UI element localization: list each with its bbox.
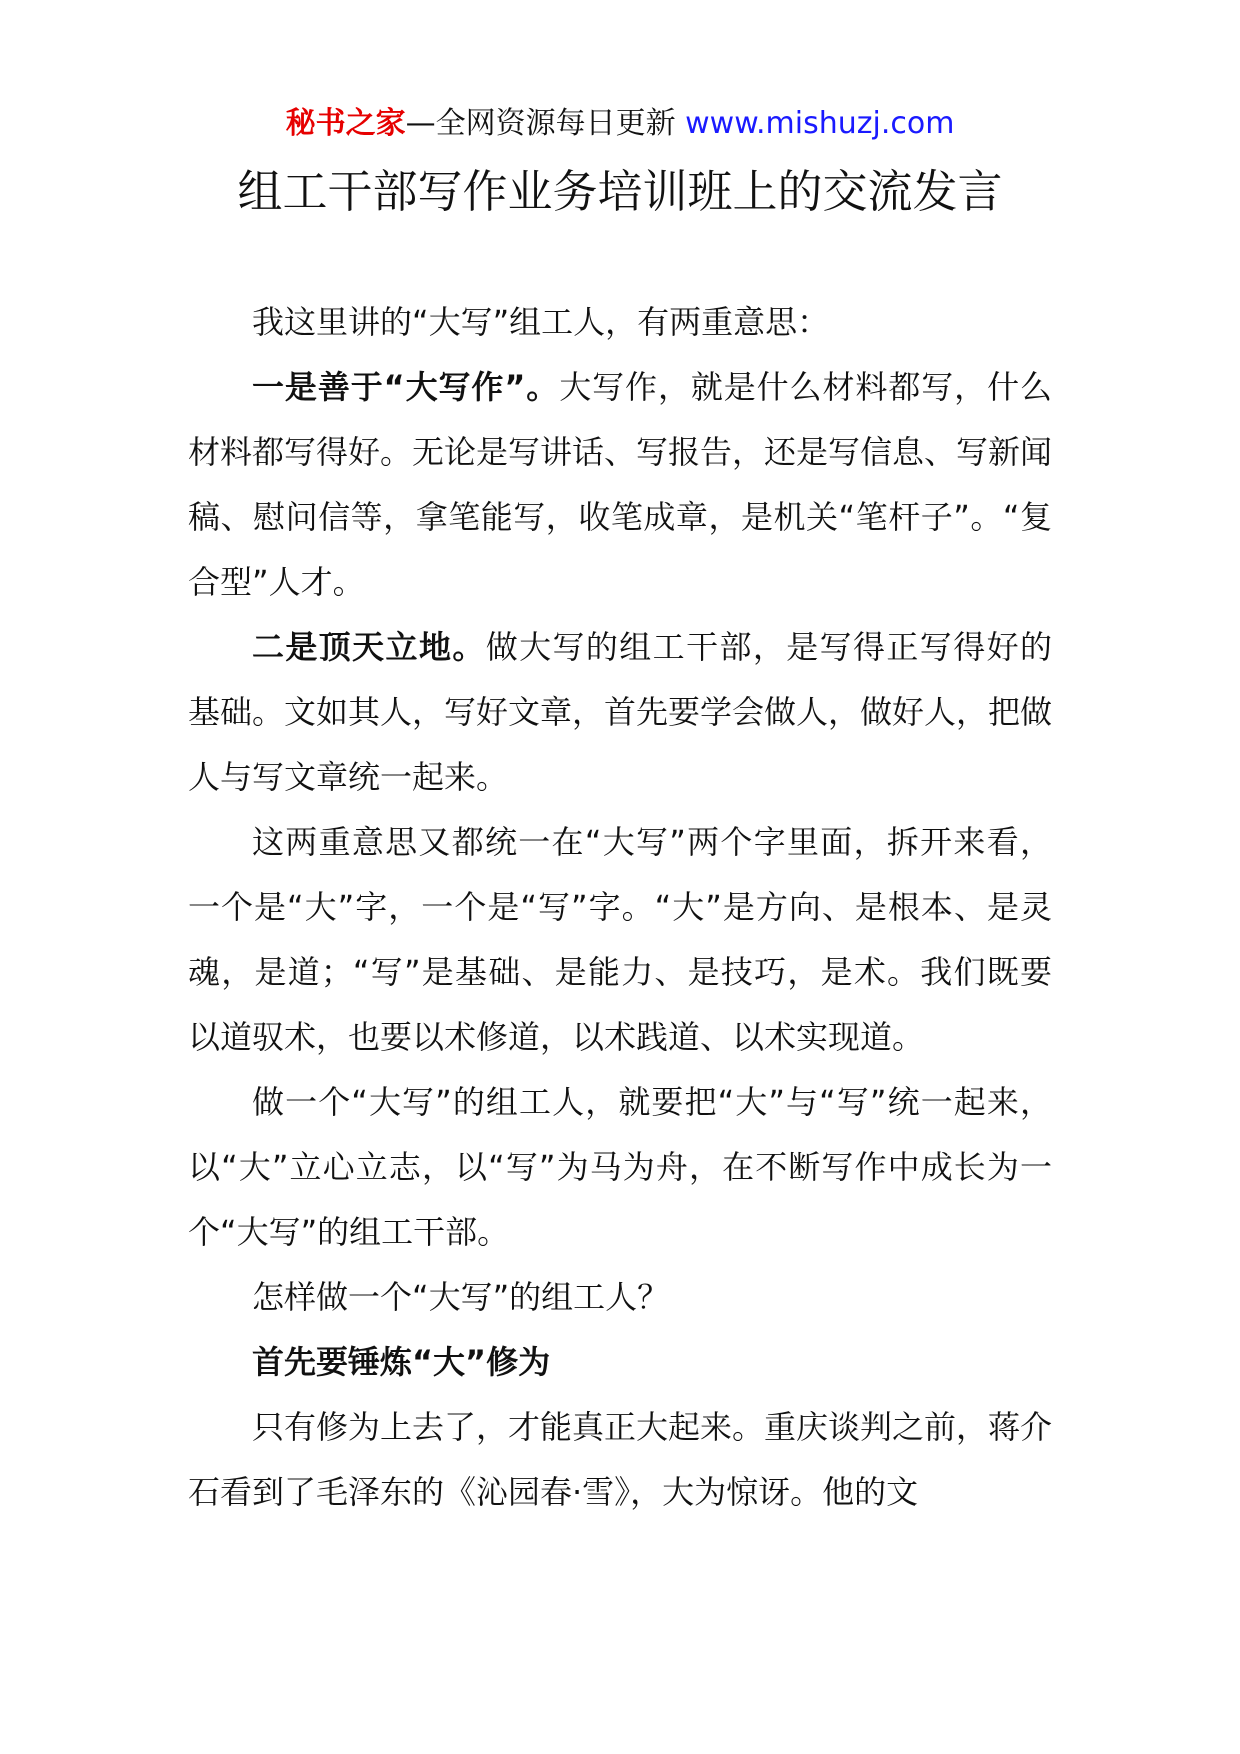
section-heading-text: 首先要锤炼“大”修为 — [252, 1343, 551, 1381]
header-tagline: —全网资源每日更新 — [405, 106, 686, 141]
section-heading — [188, 1330, 1052, 1395]
document-body — [188, 290, 1052, 1525]
paragraph-text: 做大写的组工干部，是写得正写得好的基础。文如其人，写好文章，首先要学会做人，做好人，把做人与写文章统一起来。 — [188, 628, 1053, 796]
paragraph-cultivation — [188, 1395, 1052, 1525]
paragraph-text: 做一个“大写”的组工人，就要把“大”与“写”统一起来，以“大”立心立志，以“写”为马为舟，在不断写作中成长为一个“大写”的组工干部。 — [188, 1083, 1052, 1251]
paragraph-unify — [188, 1070, 1052, 1265]
paragraph-question — [188, 1265, 1052, 1330]
paragraph-text: 我这里讲的“大写”组工人，有两重意思： — [252, 303, 830, 341]
paragraph-text: 怎样做一个“大写”的组工人？ — [252, 1278, 670, 1316]
brand-name: 秘书之家 — [285, 106, 406, 141]
site-header — [0, 100, 1240, 148]
paragraph-point-one — [188, 355, 1052, 615]
paragraph-lead: 二是顶天立地。 — [252, 628, 486, 666]
site-url-link[interactable]: www.mishuzj.com — [685, 106, 955, 141]
paragraph-lead: 一是善于“大写作”。 — [252, 368, 560, 406]
paragraph-text: 这两重意思又都统一在“大写”两个字里面，拆开来看，一个是“大”字，一个是“写”字。“大”是方向、是根本、是灵魂，是道；“写”是基础、是能力、是技巧，是术。我们既要以道驭术，也要以术修道，以术践道、以术实现道。 — [188, 823, 1052, 1056]
document-title: 组工干部写作业务培训班上的交流发言 — [237, 165, 1003, 218]
paragraph-explanation — [188, 810, 1052, 1070]
paragraph-text: 只有修为上去了，才能真正大起来。重庆谈判之前，蒋介石看到了毛泽东的《沁园春·雪》，大为惊讶。他的文 — [188, 1408, 1053, 1511]
paragraph-intro — [188, 290, 1052, 355]
paragraph-text: 大写作，就是什么材料都写，什么材料都写得好。无论是写讲话、写报告，还是写信息、写新闻稿、慰问信等，拿笔能写，收笔成章，是机关“笔杆子”。“复合型”人才。 — [188, 368, 1053, 601]
paragraph-point-two — [188, 615, 1052, 810]
